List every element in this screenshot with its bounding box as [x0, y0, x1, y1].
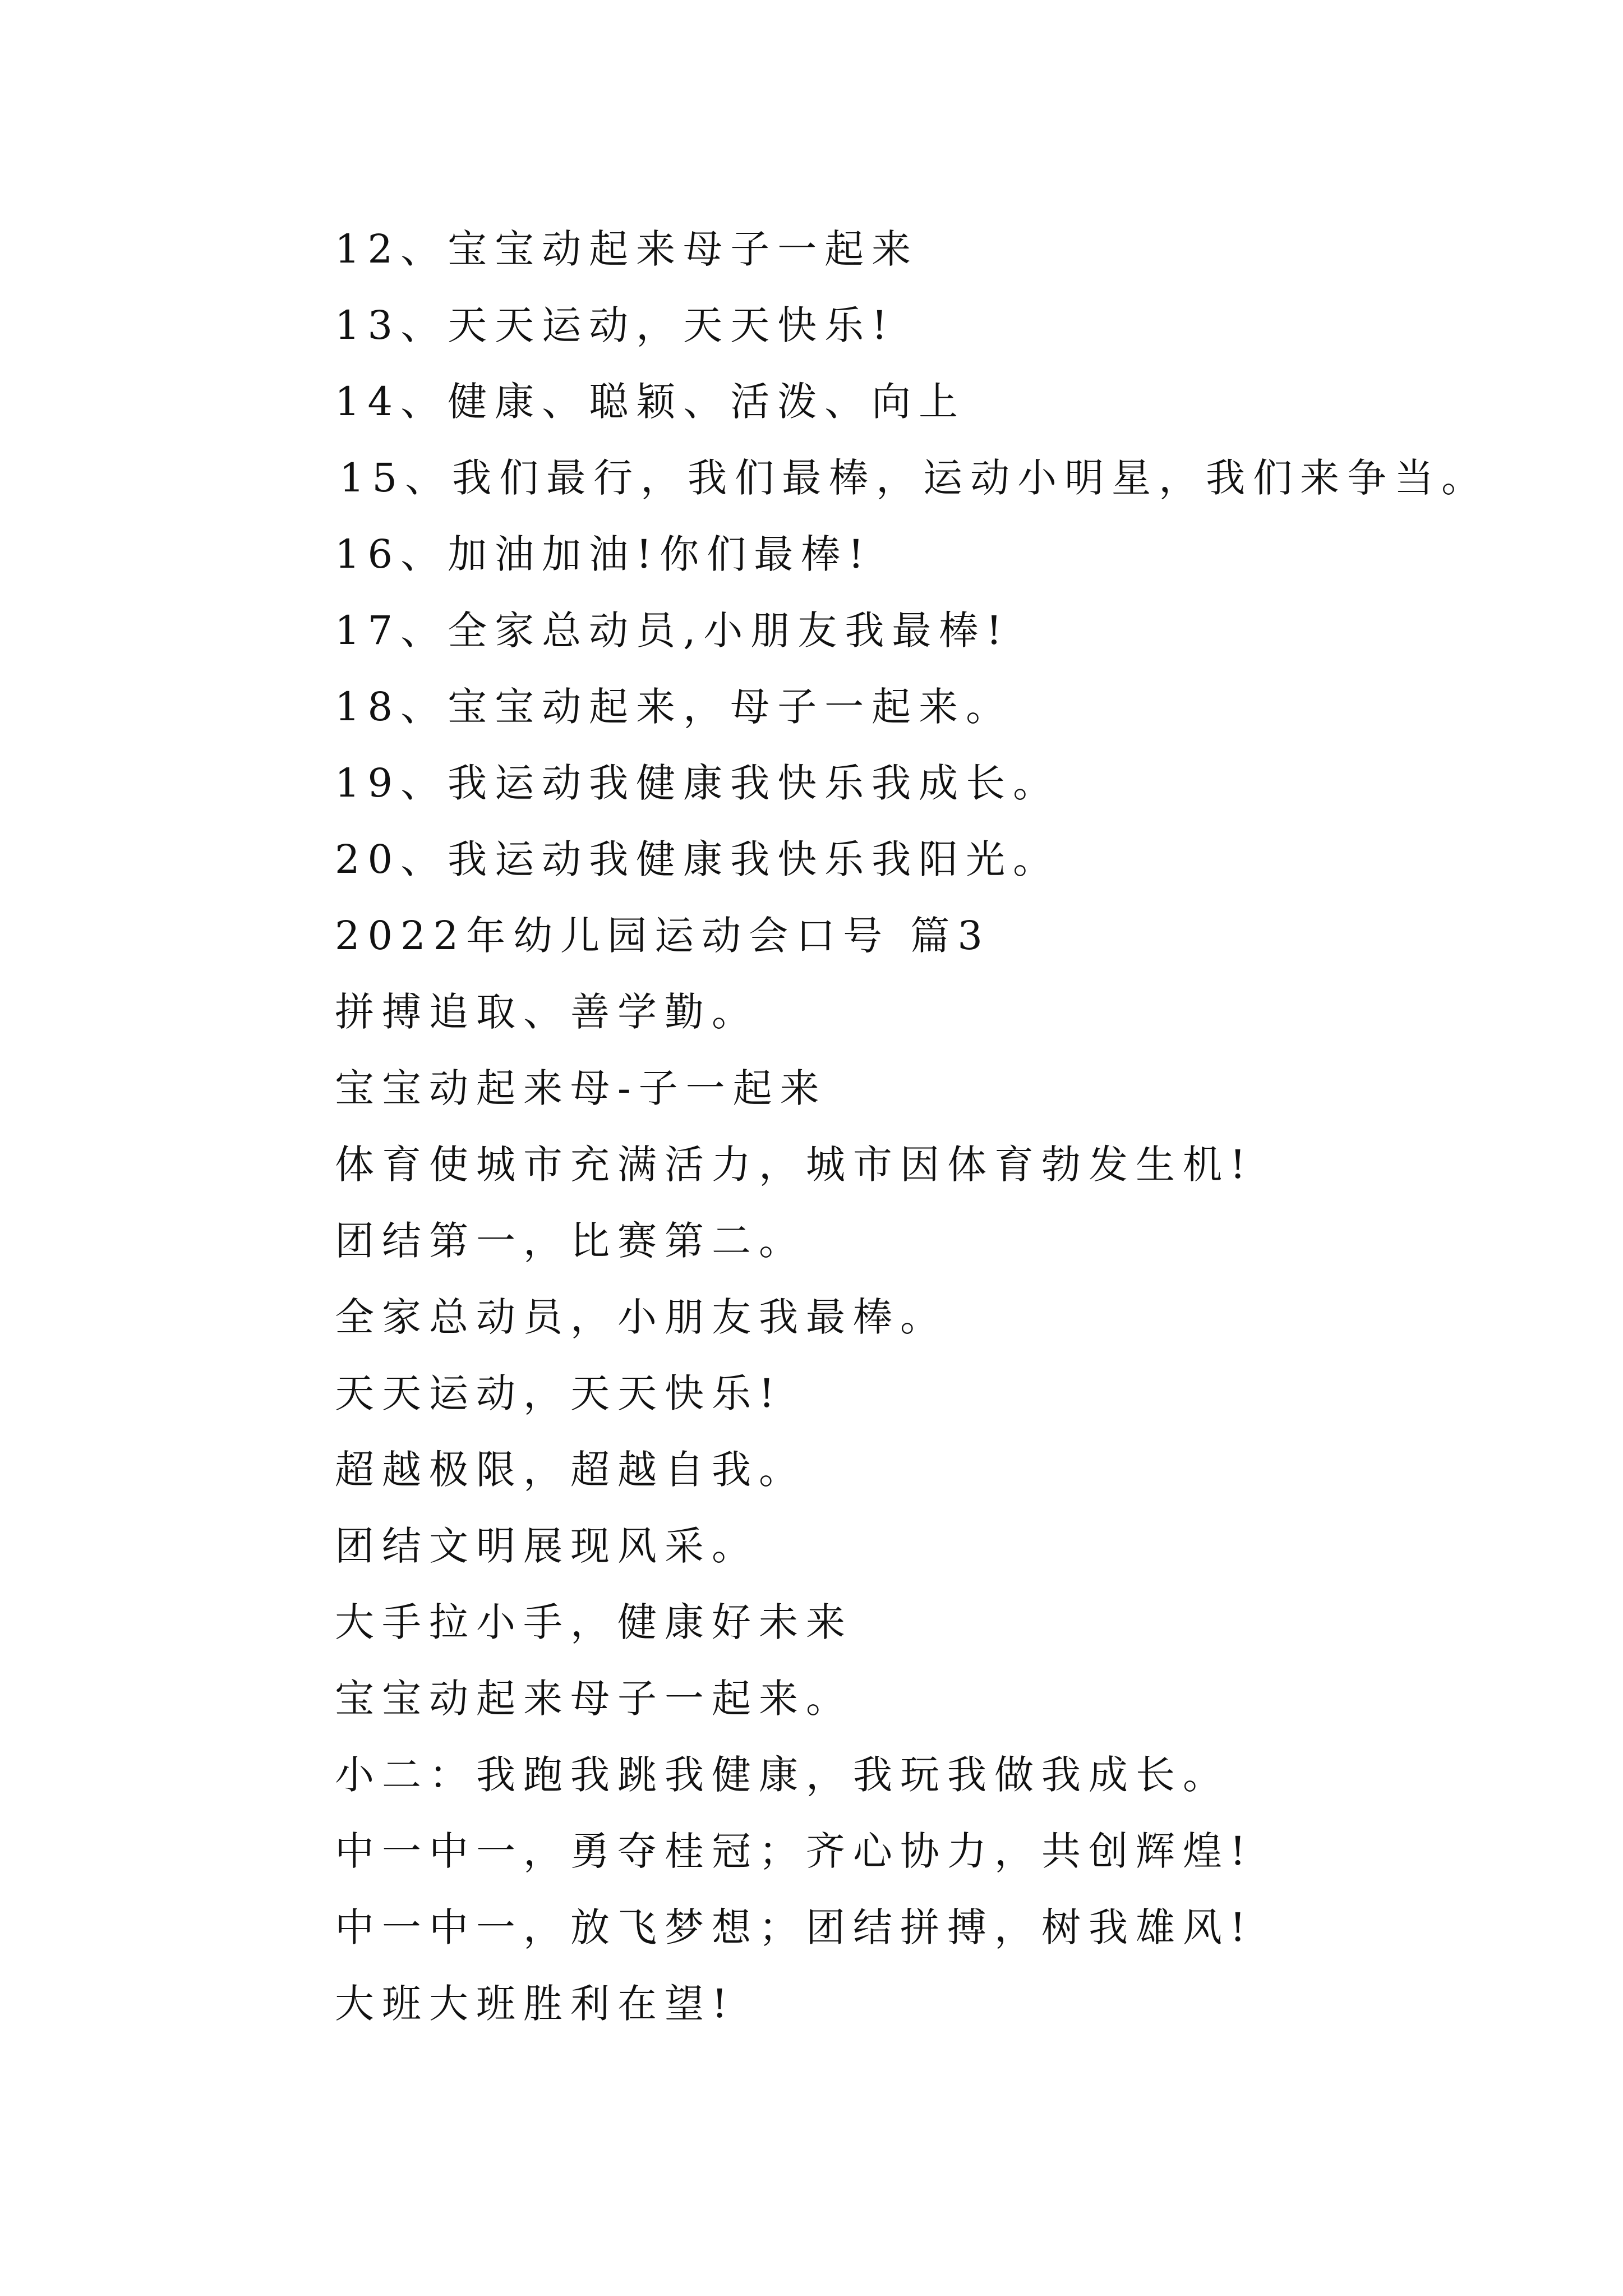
text-line: 小二：我跑我跳我健康，我玩我做我成长。 — [335, 1752, 1230, 1798]
text-line: 中一中一，勇夺桂冠；齐心协力，共创辉煌! — [335, 1828, 1254, 1874]
text-line: 17、全家总动员,小朋友我最棒! — [335, 608, 1010, 654]
text-line: 中一中一，放飞梦想；团结拼搏，树我雄风! — [335, 1904, 1254, 1950]
text-line: 14、健康、聪颖、活泼、向上 — [335, 379, 966, 425]
text-line: 体育使城市充满活力，城市因体育勃发生机! — [335, 1142, 1254, 1188]
text-line: 全家总动员，小朋友我最棒。 — [335, 1294, 947, 1340]
text-line: 16、加油加油!你们最棒! — [335, 531, 872, 577]
text-line: 12、宝宝动起来母子一起来 — [335, 226, 919, 272]
text-line: 13、天天运动，天天快乐! — [335, 302, 896, 348]
text-line: 15、我们最行，我们最棒，运动小明星，我们来争当。 — [339, 455, 1489, 501]
text-line: 19、我运动我健康我快乐我成长。 — [335, 760, 1061, 806]
text-line: 天天运动，天天快乐! — [335, 1370, 783, 1416]
text-line: 宝宝动起来母-子一起来 — [335, 1065, 827, 1111]
slogan-list — [335, 211, 1488, 2042]
text-line: 超越极限，超越自我。 — [335, 1447, 806, 1493]
text-line: 宝宝动起来母子一起来。 — [335, 1676, 853, 1722]
text-line: 团结第一，比赛第二。 — [335, 1218, 806, 1264]
text-line: 18、宝宝动起来，母子一起来。 — [335, 684, 1013, 730]
text-line: 拼搏追取、善学勤。 — [335, 989, 759, 1035]
section-heading: 2022年幼儿园运动会口号 篇3 — [335, 913, 990, 959]
text-line: 大手拉小手，健康好未来 — [335, 1599, 853, 1645]
text-line: 20、我运动我健康我快乐我阳光。 — [335, 836, 1061, 882]
text-line: 团结文明展现风采。 — [335, 1523, 759, 1569]
text-line: 大班大班胜利在望! — [335, 1981, 736, 2027]
